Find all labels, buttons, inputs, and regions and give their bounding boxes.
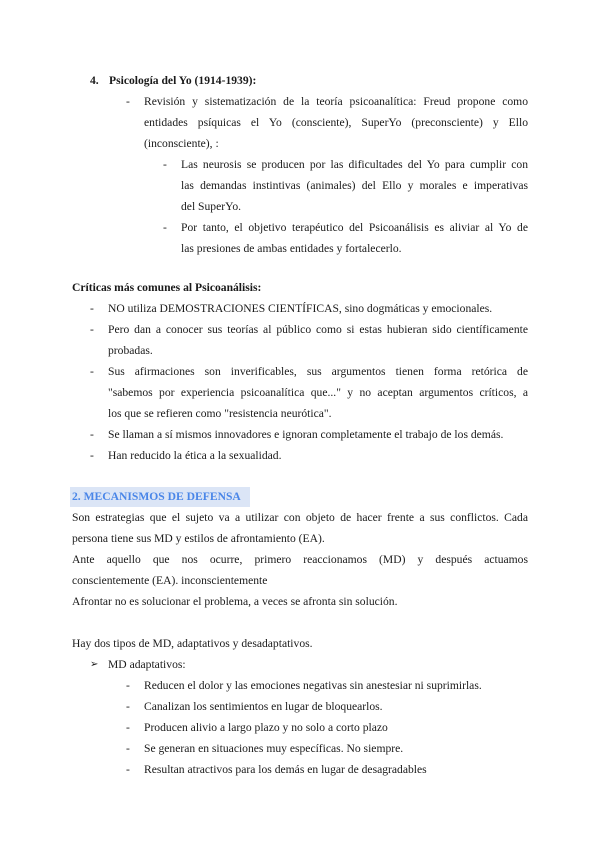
bullet-dash: - [90,323,94,336]
adaptive-item: Producen alivio a largo plazo y no solo a corto plazo [144,721,388,734]
sub-bullet-dash: - [163,158,167,171]
critica-line: NO utiliza DEMOSTRACIONES CIENTÍFICAS, sino dogmáticas y emocionales. [108,302,493,315]
arrow-item: MD adaptativos: [108,658,186,671]
arrow-bullet-icon: ➢ [90,659,99,670]
critica-line: Pero dan a conocer sus teorías al público como si estas hubieran sido científicamente [108,323,528,336]
bullet-dash: - [126,742,130,755]
bullet-dash: - [126,679,130,692]
bullet-line: (inconsciente), : [144,137,219,150]
paragraph-line: Ante aquello que nos ocurre, primero reaccionamos (MD) y después actuamos [72,553,528,566]
section-number: 4. [90,74,99,87]
bullet-dash: - [126,95,130,108]
critica-line: probadas. [108,344,153,357]
paragraph-line: Hay dos tipos de MD, adaptativos y desadaptativos. [72,637,313,650]
bullet-dash: - [90,365,94,378]
sub-bullet-line: Las neurosis se producen por las dificultades del Yo para cumplir con [181,158,528,171]
bullet-dash: - [126,700,130,713]
critica-line: Han reducido la ética a la sexualidad. [108,449,282,462]
critica-line: Se llaman a sí mismos innovadores e ignoran completamente el trabajo de los demás. [108,428,504,441]
bullet-line: Revisión y sistematización de la teoría psicoanalítica: Freud propone como [144,95,528,108]
bullet-dash: - [90,302,94,315]
critica-line: Sus afirmaciones son inverificables, sus argumentos tienen forma retórica de [108,365,528,378]
adaptive-item: Canalizan los sentimientos en lugar de bloquearlos. [144,700,383,713]
sub-bullet-line: las presiones de ambas entidades y fortalecerlo. [181,242,402,255]
bullet-dash: - [90,428,94,441]
sub-bullet-line: del SuperYo. [181,200,242,213]
sub-bullet-dash: - [163,221,167,234]
paragraph-line: Son estrategias que el sujeto va a utilizar con objeto de hacer frente a sus conflictos. Cada [72,511,528,524]
critica-line: los que se refieren como "resistencia neurótica". [108,407,332,420]
adaptive-item: Reducen el dolor y las emociones negativas sin anestesiar ni suprimirlas. [144,679,482,692]
section-title: Psicología del Yo (1914-1939): [109,74,257,87]
paragraph-line: persona tiene sus MD y estilos de afrontamiento (EA). [72,532,325,545]
critica-line: "sabemos por experiencia psicoanalítica que..." y no aceptan argumentos críticos, a [108,386,528,399]
paragraph-line: conscientemente (EA). inconscientemente [72,574,268,587]
adaptive-item: Se generan en situaciones muy específicas. No siempre. [144,742,404,755]
sub-bullet-line: Por tanto, el objetivo terapéutico del Psicoanálisis es aliviar al Yo de [181,221,528,234]
bullet-dash: - [126,721,130,734]
bullet-line: entidades psíquicas el Yo (consciente), SuperYo (preconsciente) y Ello [144,116,528,129]
criticas-heading: Críticas más comunes al Psicoanálisis: [72,281,262,294]
bullet-dash: - [90,449,94,462]
paragraph-line: Afrontar no es solucionar el problema, a veces se afronta sin solución. [72,595,398,608]
sub-bullet-line: las demandas instintivas (animales) del Ello y morales e imperativas [181,179,528,192]
adaptive-item: Resultan atractivos para los demás en lugar de desagradables [144,763,427,776]
mecanismos-heading: 2. MECANISMOS DE DEFENSA [72,490,241,503]
bullet-dash: - [126,763,130,776]
